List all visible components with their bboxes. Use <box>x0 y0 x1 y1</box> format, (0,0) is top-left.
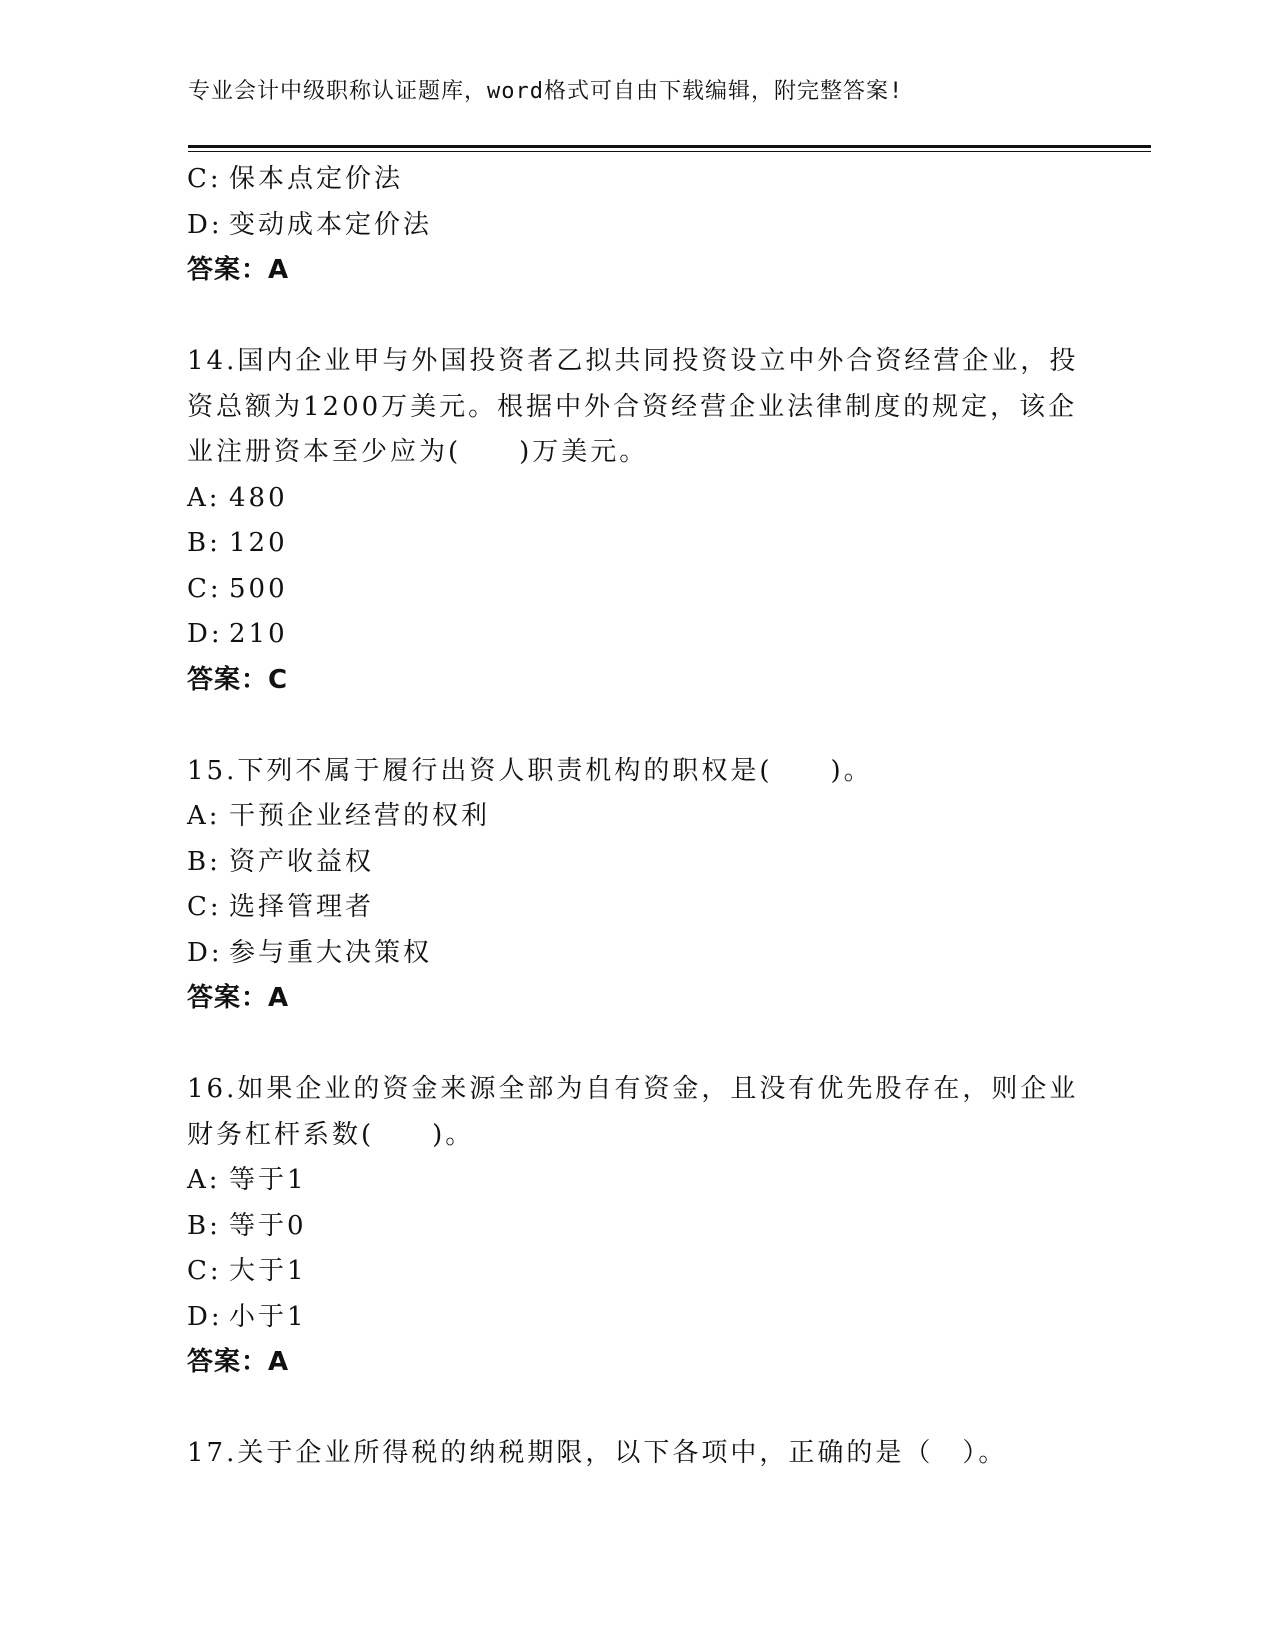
spacer <box>187 294 1087 340</box>
header-rule-thin <box>188 151 1151 152</box>
option-label: C: <box>187 892 222 922</box>
option-d <box>187 612 1087 658</box>
question-stem-line: 资总额为1200万美元。根据中外合资经营企业法律制度的规定，该企 <box>187 391 1078 422</box>
option-d <box>187 203 1087 249</box>
option-text: 等于0 <box>229 1210 307 1241</box>
option-text: 120 <box>229 528 288 558</box>
option-text: 参与重大决策权 <box>229 937 433 968</box>
question-stem-line: 17.关于企业所得税的纳税期限，以下各项中，正确的是（ ）。 <box>187 1438 1008 1468</box>
option-label: C: <box>187 164 222 194</box>
option-label: B: <box>187 1210 221 1241</box>
spacer <box>187 1022 1087 1068</box>
option-label: C: <box>187 1256 222 1286</box>
option-label: B: <box>187 528 221 558</box>
question-16 <box>187 1067 1087 1386</box>
spacer <box>187 1386 1087 1432</box>
question-stem-line: 业注册资本至少应为( )万美元。 <box>187 437 649 467</box>
option-c <box>187 157 1087 203</box>
page-header: 专业会计中级职称认证题库，word格式可自由下载编辑，附完整答案! <box>188 79 904 104</box>
option-text: 500 <box>229 573 288 604</box>
option-text: 210 <box>229 619 288 649</box>
option-a <box>187 1158 1087 1204</box>
option-b <box>187 840 1087 886</box>
option-text: 大于1 <box>229 1256 307 1286</box>
option-label: A: <box>187 1165 221 1195</box>
option-text: 变动成本定价法 <box>229 209 433 240</box>
option-text: 等于1 <box>229 1165 307 1195</box>
answer-line: 答案：A <box>187 983 290 1013</box>
question-17 <box>187 1431 1087 1477</box>
option-label: A: <box>187 482 221 513</box>
question-stem-line: 15.下列不属于履行出资人职责机构的职权是( )。 <box>187 755 873 786</box>
option-label: D: <box>187 619 223 649</box>
spacer <box>187 703 1087 749</box>
answer-line: 答案：A <box>187 255 290 285</box>
option-text: 480 <box>229 482 288 513</box>
answer-line: 答案：A <box>187 1347 290 1377</box>
option-label: D: <box>187 1301 223 1332</box>
option-c <box>187 885 1087 931</box>
option-label: A: <box>187 801 221 831</box>
answer-line: 答案：C <box>187 664 289 695</box>
option-text: 选择管理者 <box>229 892 375 922</box>
option-text: 资产收益权 <box>229 846 375 877</box>
option-label: D: <box>187 937 223 968</box>
option-text: 干预企业经营的权利 <box>229 801 491 831</box>
option-b <box>187 1204 1087 1250</box>
question-stem-line: 14.国内企业甲与外国投资者乙拟共同投资设立中外合资经营企业，投 <box>187 346 1079 376</box>
option-a <box>187 794 1087 840</box>
option-label: B: <box>187 846 221 877</box>
question-13-tail <box>187 157 1087 294</box>
option-label: D: <box>187 209 223 240</box>
question-15 <box>187 749 1087 1022</box>
option-d <box>187 931 1087 977</box>
option-b <box>187 521 1087 567</box>
question-14 <box>187 339 1087 703</box>
option-a <box>187 476 1087 522</box>
option-text: 保本点定价法 <box>229 164 404 194</box>
option-c <box>187 1249 1087 1295</box>
header-rule-thick <box>188 145 1151 148</box>
question-stem-line: 财务杠杆系数( )。 <box>187 1119 475 1150</box>
question-stem-line: 16.如果企业的资金来源全部为自有资金，且没有优先股存在，则企业 <box>187 1074 1079 1104</box>
option-text: 小于1 <box>229 1301 307 1332</box>
document-content <box>187 157 1087 1477</box>
option-d <box>187 1295 1087 1341</box>
option-c <box>187 567 1087 613</box>
option-label: C: <box>187 573 222 604</box>
